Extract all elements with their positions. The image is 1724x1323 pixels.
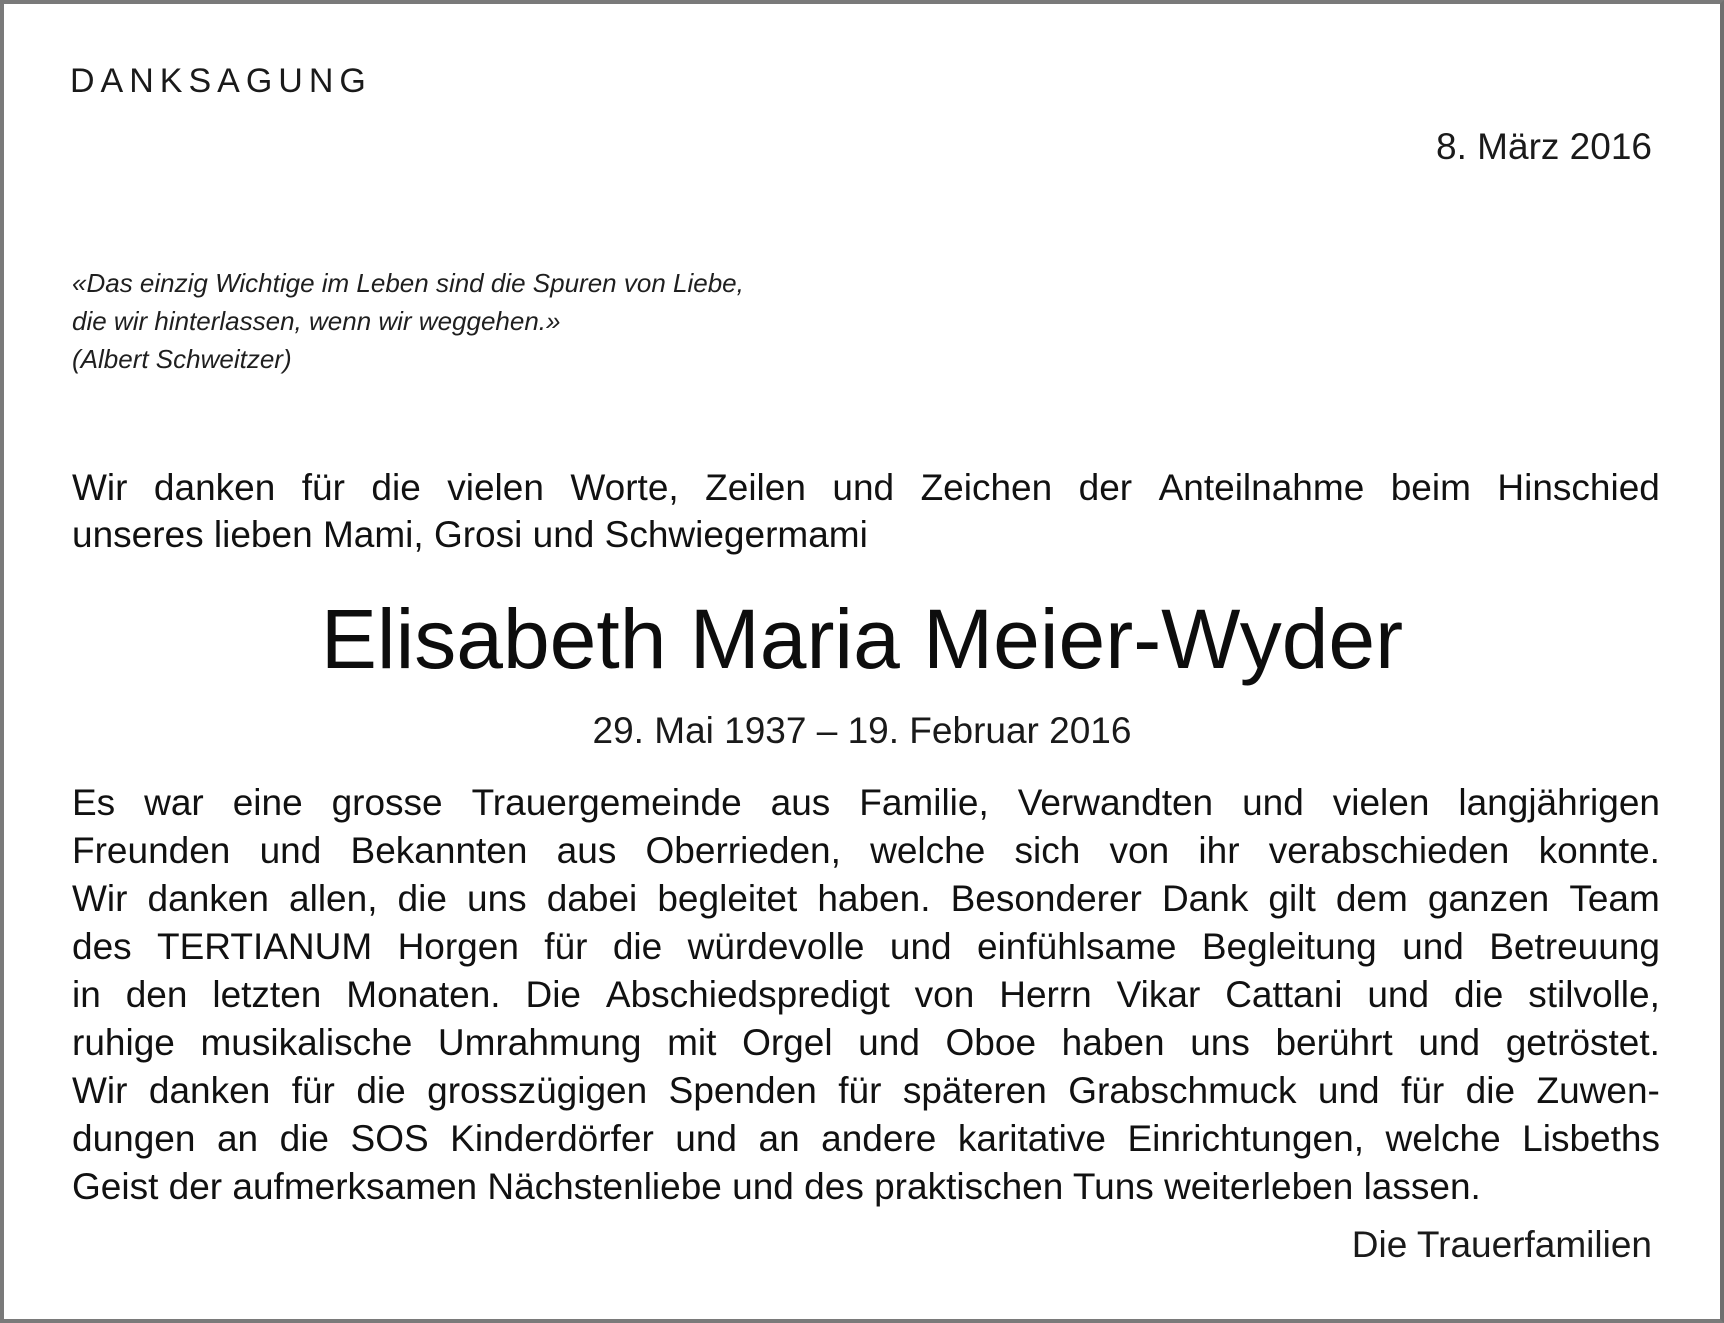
notice-heading: DANKSAGUNG: [70, 62, 372, 100]
quote-line: die wir hinterlassen, wenn wir weggehen.»: [72, 306, 561, 336]
paragraph-line: dungen an die SOS Kinderdörfer und an andere karitative Einrichtungen, welche Lisbeths: [72, 1118, 1660, 1159]
paragraph-line: Wir danken allen, die uns dabei begleitet haben. Besonderer Dank gilt dem ganzen Team: [72, 878, 1660, 919]
intro-line: Wir danken für die vielen Worte, Zeilen und Zeichen der Anteilnahme beim Hinschied: [72, 467, 1660, 508]
quote-block: [72, 264, 744, 378]
paragraph-line: Es war eine grosse Trauergemeinde aus Familie, Verwandten und vielen langjährigen: [72, 782, 1660, 823]
thanks-paragraph: [72, 779, 1660, 1211]
quote-line: «Das einzig Wichtige im Leben sind die Spuren von Liebe,: [72, 268, 744, 298]
paragraph-line: in den letzten Monaten. Die Abschiedspredigt von Herrn Vikar Cattani und die stilvolle,: [72, 974, 1660, 1015]
paragraph-line: Geist der aufmerksamen Nächstenliebe und des praktischen Tuns weiterleben lassen.: [72, 1166, 1481, 1207]
paragraph-line: Freunden und Bekannten aus Oberrieden, welche sich von ihr verabschieden konnte.: [72, 830, 1660, 871]
signature: Die Trauerfamilien: [1351, 1224, 1652, 1265]
intro-paragraph: [72, 464, 1660, 558]
life-dates: 29. Mai 1937 – 19. Februar 2016: [592, 710, 1132, 751]
notice-date: 8. März 2016: [1436, 126, 1652, 167]
paragraph-line: ruhige musikalische Umrahmung mit Orgel und Oboe haben uns berührt und getröstet.: [72, 1022, 1660, 1063]
paragraph-line: Wir danken für die grosszügigen Spenden für späteren Grabschmuck und für die Zuwen-: [72, 1070, 1660, 1111]
quote-author: (Albert Schweitzer): [72, 344, 292, 374]
paragraph-line: des TERTIANUM Horgen für die würdevolle und einfühlsame Begleitung und Betreuung: [72, 926, 1660, 967]
deceased-name: Elisabeth Maria Meier-Wyder: [320, 592, 1404, 686]
intro-line: unseres lieben Mami, Grosi und Schwiegermami: [72, 514, 868, 555]
